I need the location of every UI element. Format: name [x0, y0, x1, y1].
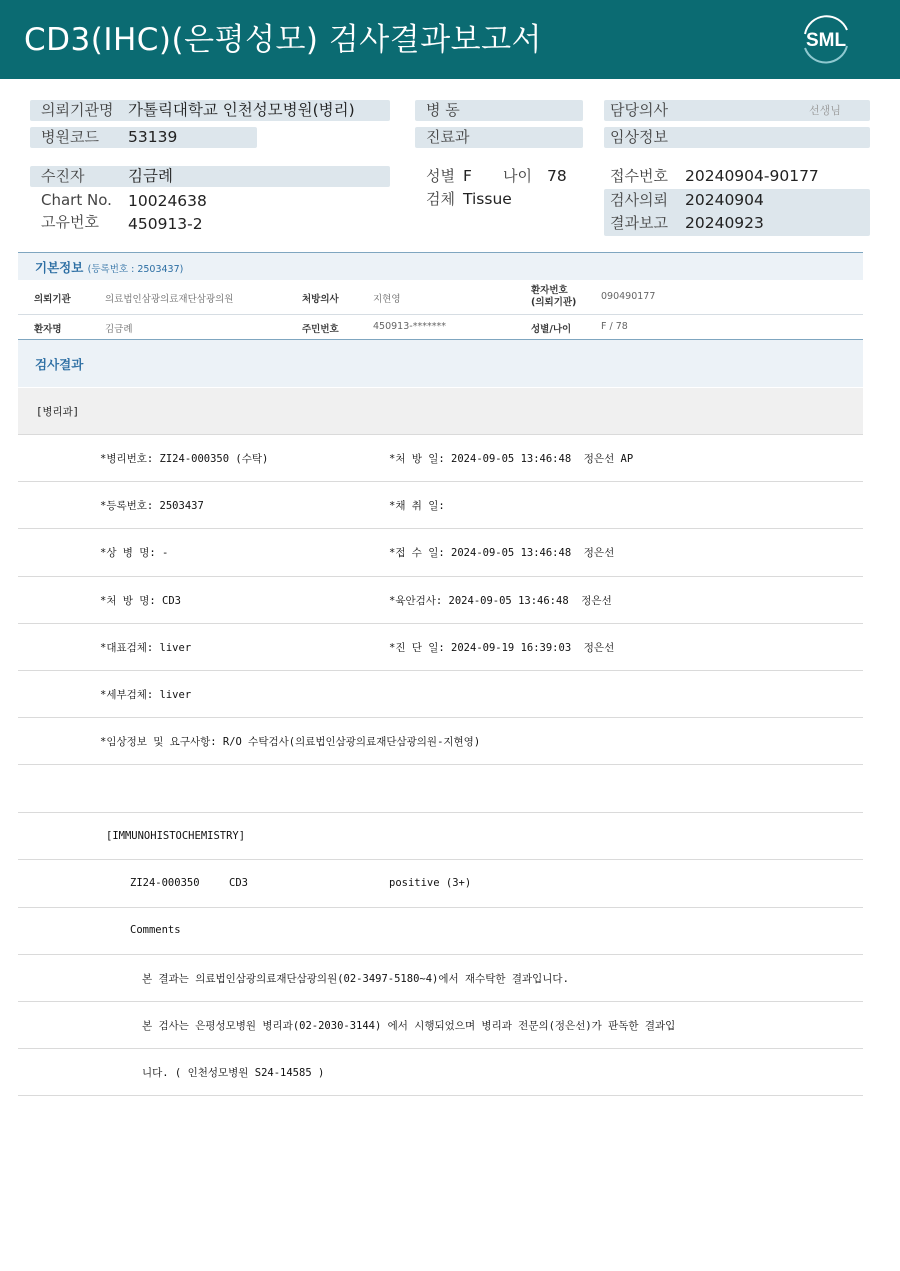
result-field-left: *세부검체: liver — [100, 689, 192, 701]
result-field-left: *임상정보 및 요구사항: R/O 수탁검사(의료법인삼광의료재단삼광의원-지현영) — [100, 736, 481, 749]
result-divider — [18, 1095, 863, 1096]
chart-value: 10024638 — [128, 192, 207, 210]
result-divider — [18, 623, 863, 624]
result-divider — [18, 434, 863, 435]
result-divider — [18, 954, 863, 955]
inst-value: 의료법인삼광의료재단삼광의원 — [105, 294, 234, 305]
sexage-label: 성별/나이 — [531, 324, 572, 335]
patient-value: 김금례 — [128, 167, 173, 185]
sex-label: 성별 — [426, 167, 455, 185]
rrn-value: 450913-******* — [373, 321, 446, 332]
requester-label: 의뢰기관명 — [41, 101, 114, 119]
receipt-label: 접수번호 — [610, 167, 668, 185]
result-field-left: *병리번호: ZI24-000350 (수탁) — [100, 453, 269, 465]
result-divider — [18, 859, 863, 860]
name-value: 김금례 — [105, 324, 133, 335]
sex-value: F — [463, 167, 472, 185]
comment-line-2: 본 검사는 은평성모병원 병리과(02-2030-3144) 에서 시행되었으며 병리과 전문의(정은선)가 판독한 결과입 — [142, 1020, 676, 1032]
result-divider — [18, 528, 863, 529]
name-label: 환자명 — [34, 324, 62, 335]
result-divider — [18, 764, 863, 765]
report-title: CD3(IHC)(은평성모) 검사결과보고서 — [24, 22, 542, 58]
basic-info-title: 기본정보 (등록번호 : 2503437) — [35, 260, 184, 275]
pt-no-value: 090490177 — [601, 291, 656, 302]
presc-value: 지현영 — [373, 294, 401, 305]
specimen-label: 검체 — [426, 190, 455, 208]
ihc-id: ZI24-000350 — [130, 877, 200, 889]
result-divider — [18, 481, 863, 482]
comments-label: Comments — [130, 924, 181, 936]
clinical-label: 임상정보 — [610, 128, 668, 146]
report-date-label: 결과보고 — [610, 214, 668, 232]
patient-label: 수진자 — [41, 167, 85, 185]
ihc-result: positive (3+) — [389, 877, 472, 889]
unique-value: 450913-2 — [128, 215, 203, 233]
result-divider — [18, 670, 863, 671]
ihc-header: [IMMUNOHISTOCHEMISTRY] — [106, 830, 246, 842]
results-header — [18, 339, 863, 387]
receipt-value: 20240904-90177 — [685, 167, 819, 185]
result-divider — [18, 1048, 863, 1049]
result-divider — [18, 907, 863, 908]
hospital-code-label: 병원코드 — [41, 128, 99, 146]
unique-label: 고유번호 — [41, 213, 99, 231]
ward-label: 병 동 — [426, 101, 460, 119]
comment-line-3: 니다. ( 인천성모병원 S24-14585 ) — [142, 1067, 325, 1079]
result-field-right: *육안검사: 2024-09-05 13:46:48 정은선 — [389, 594, 612, 607]
info-row-divider — [18, 314, 863, 315]
report-date-value: 20240923 — [685, 214, 764, 232]
doctor-label: 담당의사 — [610, 101, 668, 119]
result-field-left: *등록번호: 2503437 — [100, 500, 204, 513]
dept-label: 진료과 — [426, 128, 470, 146]
specimen-value: Tissue — [463, 190, 512, 208]
result-field-right: *채 취 일: — [389, 500, 445, 513]
ihc-marker: CD3 — [229, 877, 248, 889]
result-field-right: *처 방 일: 2024-09-05 13:46:48 정은선 AP — [389, 453, 634, 465]
chart-label: Chart No. — [41, 191, 112, 209]
pt-no-label: 환자번호 (의뢰기관) — [531, 285, 577, 308]
request-value: 20240904 — [685, 191, 764, 209]
result-divider — [18, 576, 863, 577]
dept-band — [18, 388, 863, 434]
result-field-left: *처 방 명: CD3 — [100, 594, 182, 607]
age-label: 나이 — [503, 167, 532, 185]
sexage-value: F / 78 — [601, 321, 628, 332]
result-divider — [18, 812, 863, 813]
result-field-right: *진 단 일: 2024-09-19 16:39:03 정은선 — [389, 641, 615, 654]
results-title: 검사결과 — [35, 357, 84, 372]
request-label: 검사의뢰 — [610, 191, 668, 209]
doctor-suffix: 선생님 — [809, 104, 841, 117]
result-field-right: *접 수 일: 2024-09-05 13:46:48 정은선 — [389, 547, 615, 560]
presc-label: 처방의사 — [302, 294, 339, 305]
result-field-left: *대표검체: liver — [100, 641, 192, 654]
result-divider — [18, 1001, 863, 1002]
sml-logo — [797, 12, 855, 66]
result-divider — [18, 717, 863, 718]
svg-text:SML: SML — [805, 30, 847, 51]
result-field-left: *상 병 명: - — [100, 547, 169, 560]
age-value: 78 — [547, 167, 567, 185]
requester-value: 가톨릭대학교 인천성모병원(병리) — [128, 101, 355, 119]
hospital-code-value: 53139 — [128, 128, 178, 146]
comment-line-1: 본 결과는 의료법인삼광의료재단삼광의원(02-3497-5180~4)에서 재수탁한 결과입니다. — [142, 973, 569, 985]
dept-label: [병리과] — [36, 406, 80, 418]
rrn-label: 주민번호 — [302, 324, 339, 335]
inst-label: 의뢰기관 — [34, 294, 71, 305]
